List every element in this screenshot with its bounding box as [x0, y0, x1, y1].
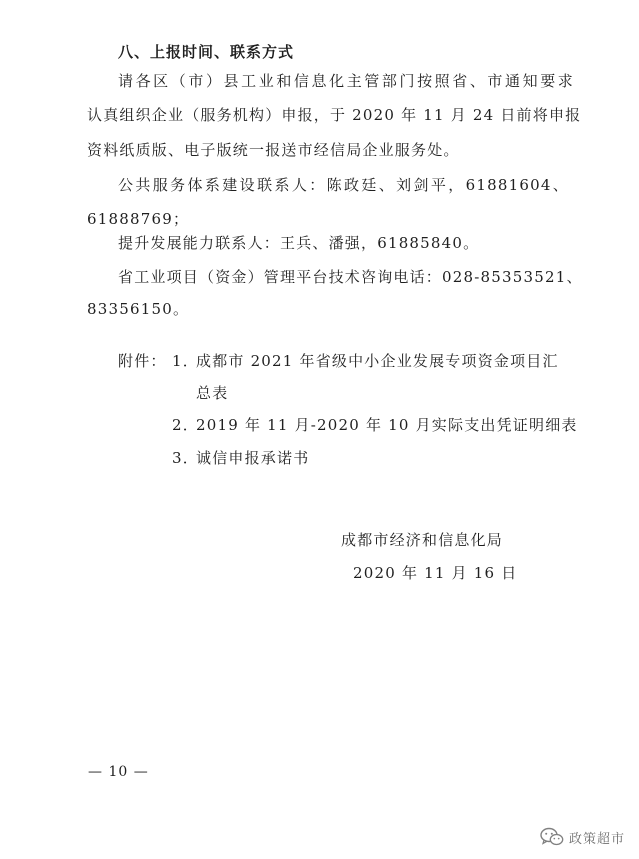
attachment-2-title: 2019 年 11 月-2020 年 10 月实际支出凭证明细表	[196, 416, 578, 434]
para1-line3: 资料纸质版、电子版统一报送市经信局企业服务处。	[87, 141, 460, 159]
signature-organization: 成都市经济和信息化局	[341, 531, 504, 549]
attachment-3-number: 3．	[172, 449, 199, 467]
attachment-1-title-line1: 成都市 2021 年省级中小企业发展专项资金项目汇	[196, 352, 559, 370]
signature-date: 2020 年 11 月 16 日	[353, 564, 518, 582]
attachment-1-number: 1．	[172, 352, 199, 370]
para2-line2: 61888769；	[87, 210, 190, 228]
para2-line1: 公共服务体系建设联系人：陈政廷、刘剑平，61881604、	[118, 176, 569, 194]
attachments-label: 附件：	[118, 352, 167, 370]
attachment-2-number: 2．	[172, 416, 199, 434]
para1-line2: 认真组织企业（服务机构）申报，于 2020 年 11 月 24 日前将申报	[87, 106, 582, 124]
para1-line1: 请各区（市）县工业和信息化主管部门按照省、市通知要求	[118, 72, 574, 90]
watermark	[540, 827, 625, 847]
para3-line1: 提升发展能力联系人：王兵、潘强，61885840。	[118, 234, 480, 252]
attachment-3-title: 诚信申报承诺书	[196, 449, 310, 467]
page-number: — 10 —	[88, 764, 149, 780]
attachment-1-title-line2: 总表	[196, 384, 229, 402]
section-heading: 八、上报时间、联系方式	[118, 43, 295, 61]
para4-line1: 省工业项目（资金）管理平台技术咨询电话：028-85353521、	[118, 268, 583, 286]
wechat-icon	[540, 827, 564, 847]
para4-line2: 83356150。	[87, 300, 190, 318]
watermark-text: 政策超市	[568, 831, 625, 847]
